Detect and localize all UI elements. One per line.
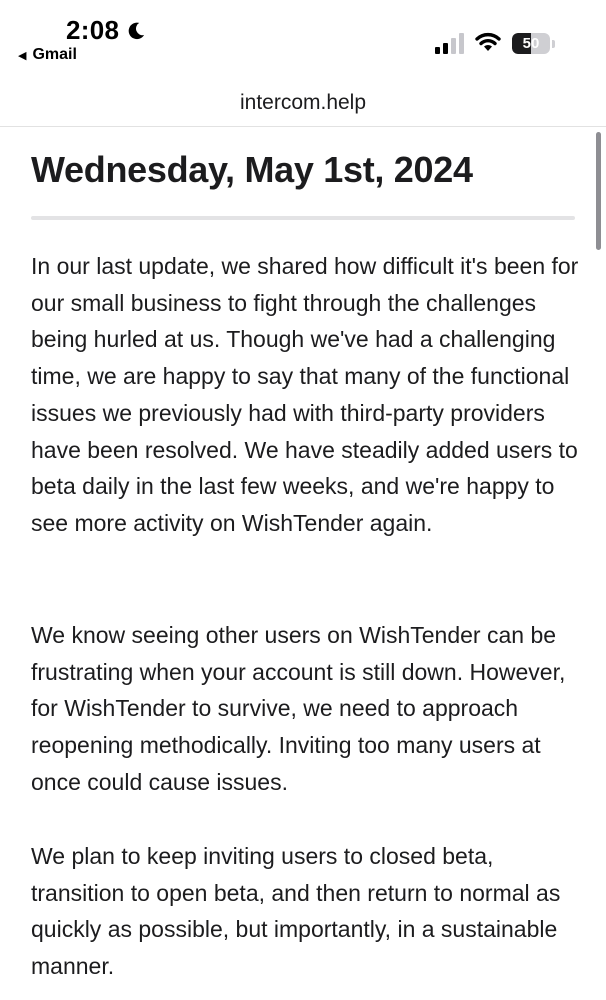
back-app-label: Gmail: [32, 46, 77, 63]
article-title: Wednesday, May 1st, 2024: [31, 149, 473, 190]
scrollbar[interactable]: [596, 132, 601, 250]
article: [0, 127, 606, 1000]
battery-icon: [512, 33, 550, 54]
clock-time: 2:08: [66, 15, 120, 45]
battery-percent: 50: [522, 35, 540, 52]
article-paragraph-3: We plan to keep inviting users to closed beta, transition to open beta, and then return to normal as quickly as possible, but importantly, in a sustainable manner.: [31, 843, 561, 980]
wifi-icon: [474, 31, 502, 53]
article-paragraph-2: We know seeing other users on WishTender can be frustrating when your account is still down. However, for WishTender to survive, we need to approach reopening methodically. Inviting too many users at once could cause issues.: [31, 622, 566, 795]
address-bar[interactable]: [0, 80, 606, 127]
status-bar: [0, 0, 606, 80]
title-divider: [31, 216, 575, 220]
article-paragraph-1: In our last update, we shared how difficult it's been for our small business to fight through the challenges being hurled at us. Though we've had a challenging time, we are happy to say that many of the functional issues we previously had with third-party providers have been resolved. We have steadily added users to beta daily in the last few weeks, and we're happy to see more activity on WishTender again.: [31, 253, 579, 536]
back-to-app-button[interactable]: [18, 46, 77, 64]
clock: [66, 15, 147, 46]
moon-icon: [125, 20, 147, 42]
battery-nub: [552, 40, 555, 48]
back-caret-icon: ◀: [18, 49, 27, 62]
signal-icon: [435, 33, 465, 55]
url-text: intercom.help: [239, 91, 367, 114]
